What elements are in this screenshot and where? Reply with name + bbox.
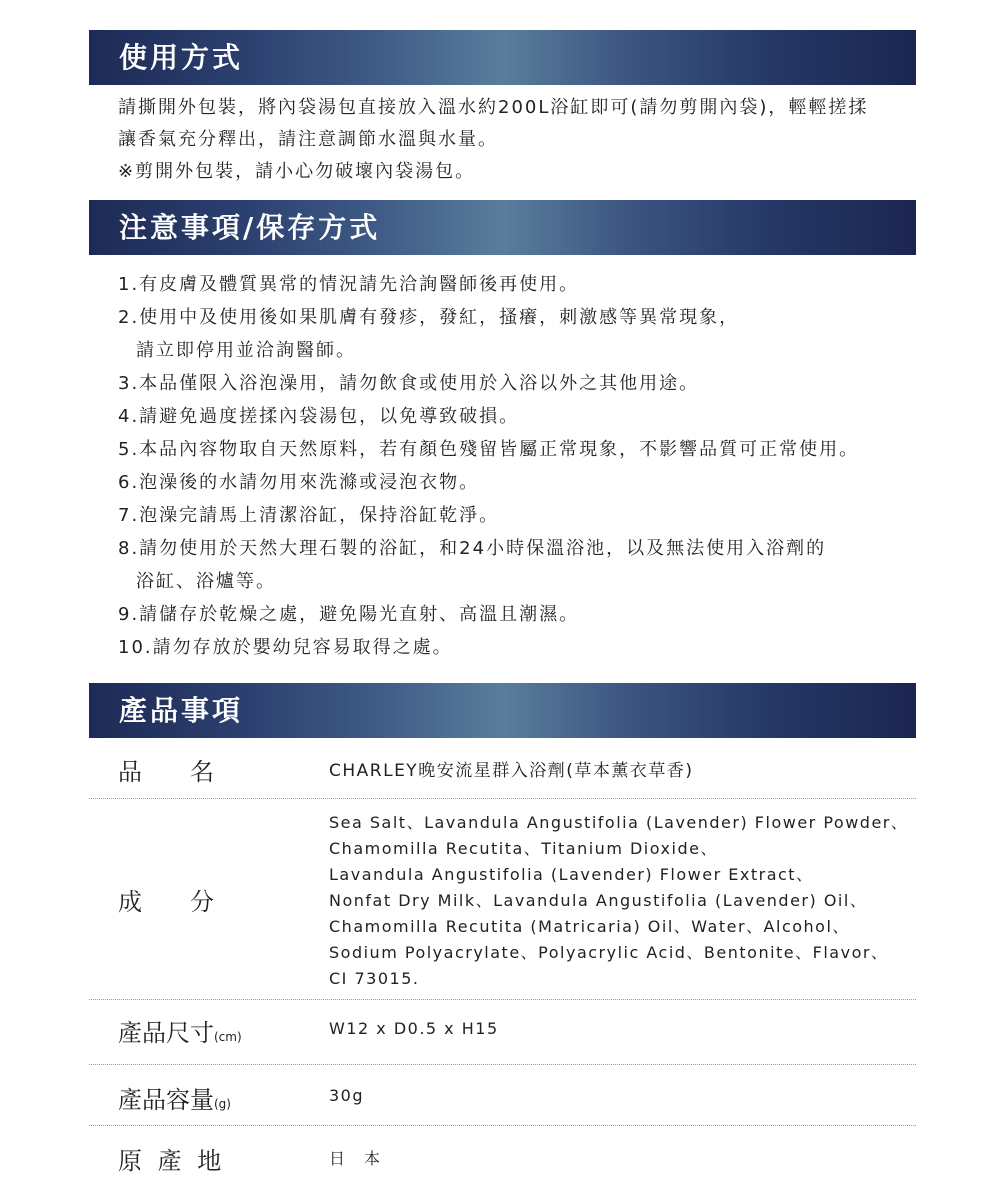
size-row (89, 1010, 916, 1054)
cautions-title: 注意事項/保存方式 (119, 211, 381, 244)
ingredients-line: Lavandula Angustifolia (Lavender) Flower Extract、 (329, 865, 814, 884)
caution-item (118, 532, 859, 598)
caution-item (118, 268, 859, 301)
usage-section-header (89, 30, 916, 85)
caution-item (118, 367, 859, 400)
ingredients-row (89, 808, 916, 993)
ingredients-line: Nonfat Dry Milk、Lavandula Angustifolia (Lavender) Oil、 (329, 891, 868, 910)
cautions-section-header (89, 200, 916, 255)
size-label (118, 1013, 242, 1048)
caution-text-continued: 浴缸、浴爐等。 (136, 571, 276, 592)
caution-text-continued: 請立即停用並洽詢醫師。 (136, 340, 356, 361)
caution-item (118, 400, 859, 433)
caution-text: 3.本品僅限入浴泡澡用，請勿飲食或使用於入浴以外之其他用途。 (118, 373, 700, 394)
ingredients-line: CI 73015. (329, 969, 420, 988)
caution-text: 6.泡澡後的水請勿用來洗滌或浸泡衣物。 (118, 472, 480, 493)
volume-label-text: 產品容量 (118, 1086, 214, 1114)
usage-line: ※剪開外包裝，請小心勿破壞內袋湯包。 (118, 161, 476, 182)
caution-item (118, 301, 859, 367)
usage-instructions (118, 92, 868, 188)
cautions-list (118, 268, 859, 664)
caution-text: 5.本品內容物取自天然原料，若有顏色殘留皆屬正常現象，不影響品質可正常使用。 (118, 439, 860, 460)
ingredients-line: Sea Salt、Lavandula Angustifolia (Lavender) Flower Powder、 (329, 813, 909, 832)
ingredients-line: Chamomilla Recutita、Titanium Dioxide、 (329, 839, 718, 858)
product-title: 產品事項 (119, 694, 244, 727)
row-divider (89, 1125, 916, 1126)
caution-item (118, 466, 859, 499)
origin-label: 原 產 地 (118, 1147, 226, 1175)
row-divider (89, 798, 916, 799)
usage-line: 請撕開外包裝，將內袋湯包直接放入溫水約200L浴缸即可(請勿剪開內袋)，輕輕搓揉 (118, 97, 869, 118)
size-label-text: 產品尺寸 (118, 1019, 214, 1047)
volume-value: 30g (329, 1086, 365, 1105)
volume-row (89, 1077, 916, 1121)
caution-item (118, 433, 859, 466)
size-value: W12 x D0.5 x H15 (329, 1019, 499, 1038)
caution-item (118, 598, 859, 631)
row-divider (89, 1064, 916, 1065)
product-name-label: 品 名 (118, 758, 214, 786)
caution-item (118, 499, 859, 532)
product-section-header (89, 683, 916, 738)
size-unit: (cm) (214, 1030, 242, 1044)
caution-text: 1.有皮膚及體質異常的情況請先洽詢醫師後再使用。 (118, 274, 580, 295)
origin-row (89, 1138, 916, 1182)
volume-label (118, 1080, 231, 1115)
ingredients-label: 成 分 (118, 888, 214, 916)
caution-item (118, 631, 859, 664)
ingredients-line: Chamomilla Recutita (Matricaria) Oil、Water、Alcohol、 (329, 917, 850, 936)
usage-title: 使用方式 (119, 41, 244, 74)
caution-text: 8.請勿使用於天然大理石製的浴缸，和24小時保溫浴池，以及無法使用入浴劑的 (118, 538, 827, 559)
caution-text: 2.使用中及使用後如果肌膚有發疹，發紅，搔癢，刺激感等異常現象， (118, 307, 740, 328)
row-divider (89, 999, 916, 1000)
product-name-value: CHARLEY晚安流星群入浴劑(草本薰衣草香) (329, 761, 694, 781)
caution-text: 4.請避免過度搓揉內袋湯包，以免導致破損。 (118, 406, 520, 427)
ingredients-value (329, 810, 908, 992)
usage-line: 讓香氣充分釋出，請注意調節水溫與水量。 (118, 129, 498, 150)
origin-value: 日 本 (329, 1149, 382, 1168)
volume-unit: (g) (214, 1097, 231, 1111)
ingredients-line: Sodium Polyacrylate、Polyacrylic Acid、Bentonite、Flavor、 (329, 943, 889, 962)
caution-text: 7.泡澡完請馬上清潔浴缸，保持浴缸乾淨。 (118, 505, 500, 526)
caution-text: 10.請勿存放於嬰幼兒容易取得之處。 (118, 637, 453, 658)
caution-text: 9.請儲存於乾燥之處，避免陽光直射、高溫且潮濕。 (118, 604, 580, 625)
product-name-row (89, 750, 916, 790)
